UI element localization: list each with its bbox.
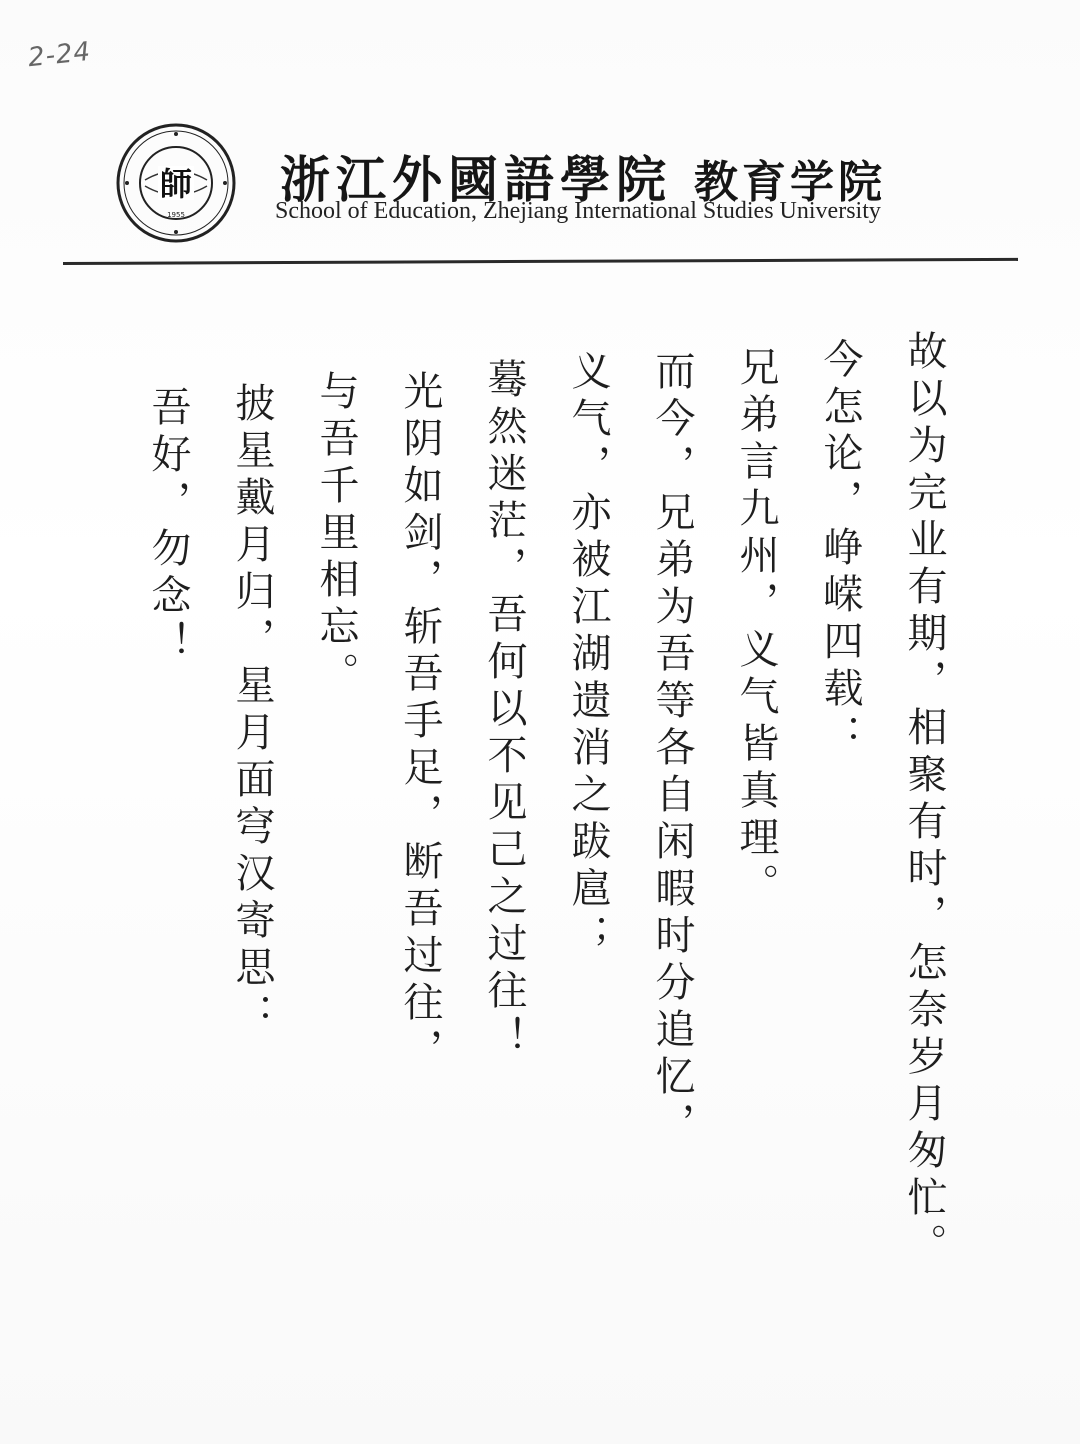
header-divider xyxy=(63,258,1018,265)
school-name-english: School of Education, Zhejiang International Studies University xyxy=(275,198,881,224)
seal-year: 1955 xyxy=(167,211,185,219)
poem-line: 与吾千里相忘。 xyxy=(313,370,359,699)
poem-line: 光阴如剑，斩吾手足，断吾过往， xyxy=(397,370,443,1075)
handwritten-poem xyxy=(120,330,960,1270)
department-name: 教育学院 xyxy=(694,157,886,208)
poem-line: 故以为完业有期，相聚有时，怎奈岁月匆忙。 xyxy=(901,330,947,1270)
letterhead xyxy=(115,118,995,248)
page-number: 2-24 xyxy=(26,36,93,74)
poem-line: 义气，亦被江湖遗消之跋扈； xyxy=(565,350,611,961)
seal-center-glyph: 師 xyxy=(159,165,193,203)
poem-line: 今怎论，峥嵘四载： xyxy=(817,338,863,761)
university-name: 浙江外國語學院 xyxy=(280,150,672,209)
poem-line: 而今，兄弟为吾等各自闲暇时分追忆， xyxy=(649,350,695,1149)
poem-line: 蓦然迷茫，吾何以不见己之过往！ xyxy=(481,358,527,1063)
poem-line: 披星戴月归，星月面穹汉寄思： xyxy=(229,382,275,1040)
poem-line: 兄弟言九州，义气皆真理。 xyxy=(733,346,779,910)
university-seal-logo xyxy=(115,122,237,244)
poem-line: 吾好，勿念！ xyxy=(145,386,191,668)
